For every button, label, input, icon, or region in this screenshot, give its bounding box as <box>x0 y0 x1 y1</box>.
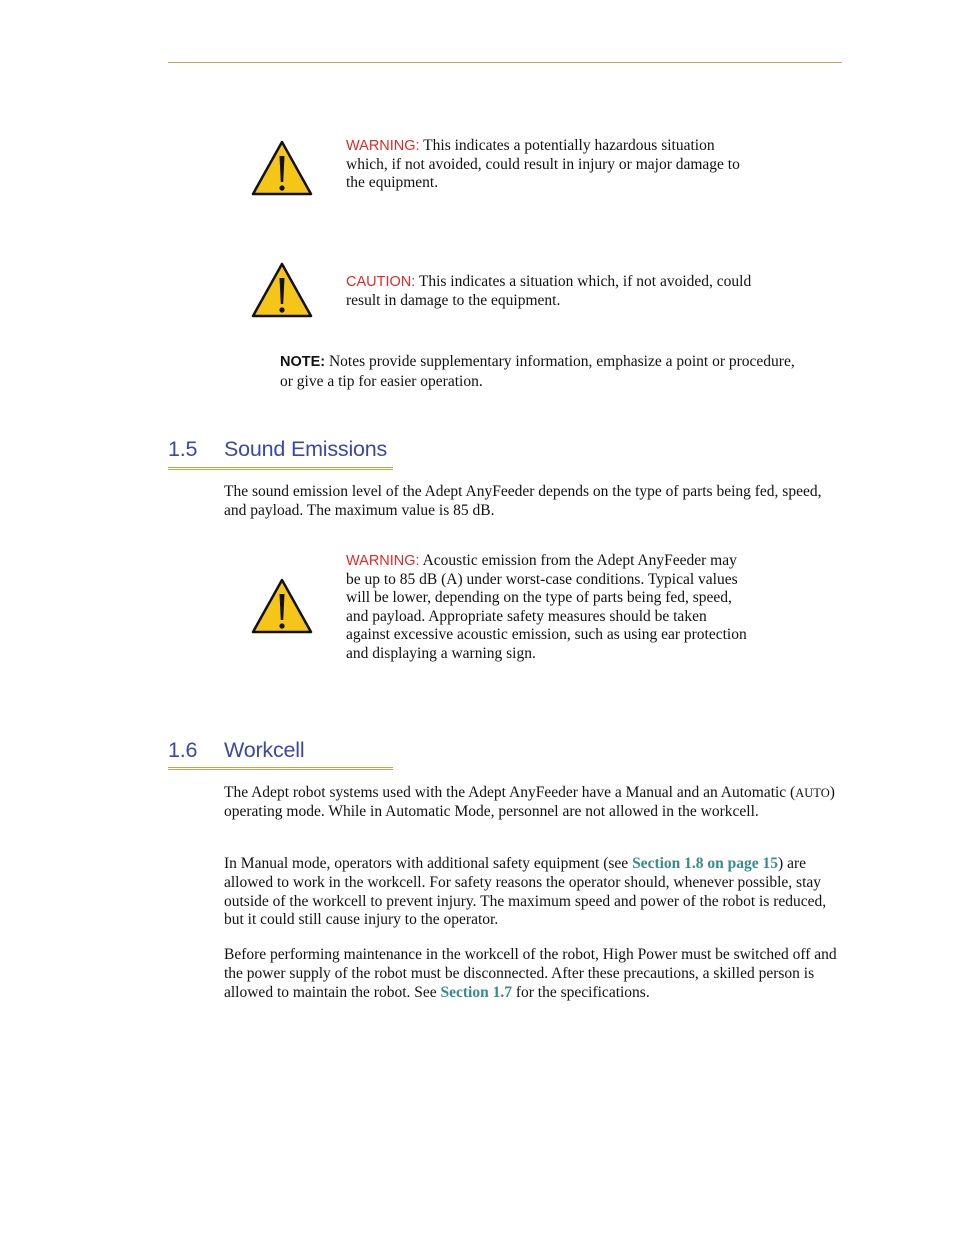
warning-triangle-icon <box>251 140 313 196</box>
warning-label: WARNING: <box>346 138 420 154</box>
section-heading-workcell <box>168 738 304 763</box>
note-block <box>280 352 800 391</box>
auto-abbreviation: AUTO <box>795 786 830 800</box>
section-number: 1.6 <box>168 738 198 762</box>
header-rule <box>168 62 842 63</box>
note-text: Notes provide supplementary information, emphasize a point or procedure, or give a tip for easier operation. <box>280 353 795 390</box>
section-rule <box>168 467 393 470</box>
paragraph-text: for the specifications. <box>511 983 650 1001</box>
warning-text: Acoustic emission from the Adept AnyFeeder may be up to 85 dB (A) under worst-case conditions. Typical values will be lower, depending on the type of parts being fed, speed, and payload. Appropriate safety measures should be taken against excessive acoustic emission, such as using ear protection and displaying a warning sign. <box>346 552 747 662</box>
sound-emission-paragraph: The sound emission level of the Adept AnyFeeder depends on the type of parts being fed, speed, and payload. The maximum value is 85 dB. <box>224 483 822 519</box>
section-1-8-link[interactable]: Section 1.8 on page 15 <box>632 855 779 872</box>
caution-triangle-icon <box>251 262 313 318</box>
paragraph-text: In Manual mode, operators with additional safety equipment (see <box>224 855 633 872</box>
acoustic-warning-notice <box>346 552 748 664</box>
workcell-paragraph-2 <box>224 855 844 930</box>
caution-text: This indicates a situation which, if not avoided, could result in damage to the equipment. <box>346 273 752 309</box>
caution-notice <box>346 273 756 310</box>
section-title: Workcell <box>224 738 305 762</box>
warning-triangle-icon <box>251 578 313 634</box>
warning-text: This indicates a potentially hazardous situation which, if not avoided, could result in injury or major damage to the equipment. <box>346 137 740 192</box>
workcell-paragraph-3 <box>224 946 844 1002</box>
note-label: NOTE: <box>280 354 326 370</box>
workcell-paragraph-1 <box>224 784 844 822</box>
warning-label: WARNING: <box>346 553 420 569</box>
paragraph-text: ) operating mode. While in Automatic Mode, personnel are not allowed in the workcell. <box>224 784 835 820</box>
section-rule <box>168 767 393 770</box>
paragraph-text: The Adept robot systems used with the Adept AnyFeeder have a Manual and an Automatic ( <box>224 784 796 801</box>
warning-notice <box>346 137 756 193</box>
caution-label: CAUTION: <box>346 274 416 290</box>
section-heading-sound-emissions <box>168 437 387 462</box>
section-1-7-link[interactable]: Section 1.7 <box>440 983 512 1001</box>
section-number: 1.5 <box>168 437 198 461</box>
section-title: Sound Emissions <box>224 437 388 461</box>
paragraph-text: ) are allowed to work in the workcell. For safety reasons the operator should, whenever possible, stay outside of the workcell to prevent injury. The maximum speed and power of the robot is reduced, but it could still cause injury to the operator. <box>224 855 827 929</box>
paragraph-text: Before performing maintenance in the workcell of the robot, High Power must be switched off and the power supply of the robot must be disconnected. After these precautions, a skilled person is allowed to maintain the robot. See <box>224 946 837 1001</box>
